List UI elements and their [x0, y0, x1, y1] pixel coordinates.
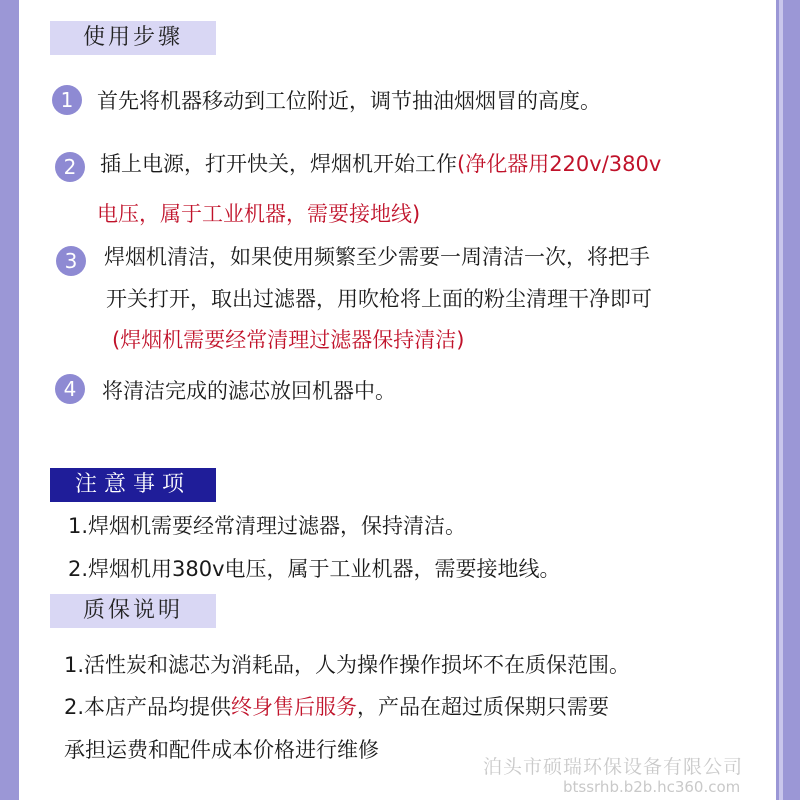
watermark-url: btssrhb.b2b.hc360.com	[563, 778, 741, 796]
step-4-number: 4	[55, 374, 85, 404]
step-3-note: (焊烟机需要经常清理过滤器保持清洁)	[112, 328, 465, 352]
warranty-item-2-line2: 承担运费和配件成本价格进行维修	[64, 738, 379, 762]
step-1-text: 首先将机器移动到工位附近，调节抽油烟烟冒的高度。	[97, 89, 601, 113]
step-2-text	[100, 149, 661, 179]
step-3-text-line1: 焊烟机清洁，如果使用频繁至少需要一周清洁一次，将把手	[104, 245, 650, 269]
step-2-note-start: (净化器用220v/380v	[457, 152, 662, 176]
warranty-item-2	[64, 692, 609, 722]
step-2-main: 插上电源，打开快关，焊烟机开始工作	[100, 152, 457, 176]
step-2-note-end: 电压，属于工业机器，需要接地线)	[97, 202, 421, 226]
step-4-text: 将清洁完成的滤芯放回机器中。	[102, 379, 396, 403]
warranty-item-2-prefix: 2.本店产品均提供	[64, 695, 232, 719]
step-3-text-line2: 开关打开，取出过滤器，用吹枪将上面的粉尘清理干净即可	[106, 287, 652, 311]
watermark-company: 泊头市硕瑞环保设备有限公司	[483, 756, 744, 778]
step-3-number: 3	[56, 246, 86, 276]
notice-header: 注意事项	[50, 468, 216, 502]
notice-item-1: 1.焊烟机需要经常清理过滤器，保持清洁。	[68, 514, 467, 538]
warranty-item-2-highlight: 终身售后服务	[231, 695, 358, 719]
warranty-item-1: 1.活性炭和滤芯为消耗品，人为操作操作损坏不在质保范围。	[64, 653, 631, 677]
step-1-number: 1	[52, 85, 82, 115]
steps-header: 使用步骤	[50, 21, 216, 55]
step-2-number: 2	[55, 152, 85, 182]
warranty-header: 质保说明	[50, 594, 216, 628]
warranty-item-2-suffix: ，产品在超过质保期只需要	[357, 695, 610, 719]
right-border-stripe	[779, 0, 783, 800]
left-border	[0, 0, 19, 800]
notice-item-2: 2.焊烟机用380v电压，属于工业机器，需要接地线。	[68, 557, 561, 581]
